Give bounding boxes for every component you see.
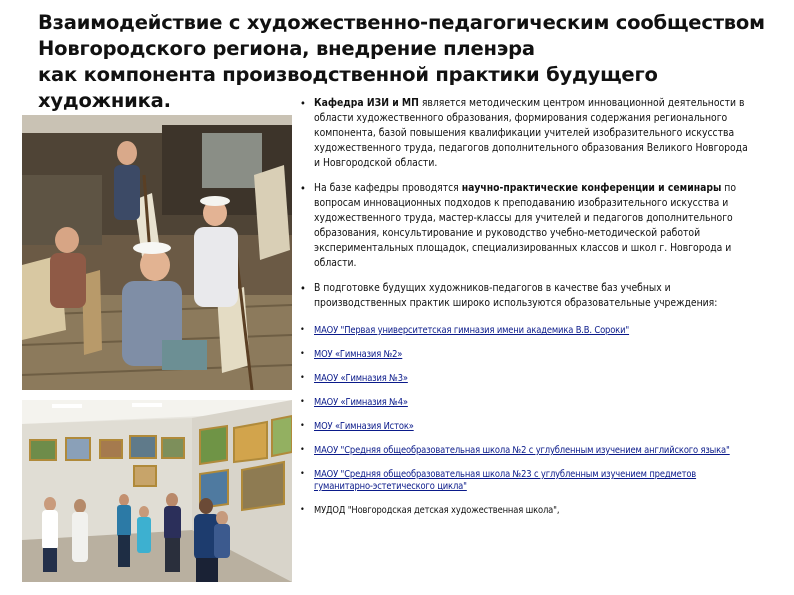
gallery-illustration <box>22 400 292 582</box>
list-item <box>300 349 752 361</box>
list-item <box>300 421 752 433</box>
list-item <box>300 397 752 409</box>
bullet-icon: • <box>300 397 305 407</box>
list-item <box>300 469 752 493</box>
bullet-icon: • <box>300 325 305 335</box>
plein-air-illustration <box>22 115 292 390</box>
institution-link[interactable]: МАОУ "Первая университетская гимназия имени академика В.В. Сороки" <box>314 325 630 336</box>
main-content <box>300 96 752 529</box>
title-line: художника. <box>38 89 171 112</box>
gallery-photo <box>22 400 292 582</box>
paragraph-department <box>300 96 752 171</box>
bullet-icon: • <box>300 421 305 431</box>
bullet-icon: • <box>300 182 306 195</box>
paragraph-practice <box>300 281 752 311</box>
paragraph-text: по вопросам инновационных подходов к преподаванию изобразительного искусства и художественного труда, мастер-классы для учителей и педагогов дополнительного образования, консультирование и руководство учебно-методической работой экспериментальных площадок, специализированных классов и школ г. Новгорода и области. <box>314 182 737 269</box>
institution-link[interactable]: МАОУ "Средняя общеобразовательная школа №23 с углубленным изучением предметов гуманитарно-эстетического цикла" <box>314 469 697 492</box>
conferences-highlight: научно-практические конференции и семинары <box>461 182 722 194</box>
department-name: Кафедра ИЗИ и МП <box>314 97 419 109</box>
title-line: Взаимодействие с художественно-педагогическим сообществом <box>38 11 765 34</box>
paragraph-text: В подготовке будущих художников-педагогов в качестве баз учебных и производственных практик широко используются образовательные учреждения: <box>314 282 718 309</box>
title-line: как компонента производственной практики будущего <box>38 63 658 86</box>
institution-link[interactable]: МОУ «Гимназия №2» <box>314 349 403 360</box>
institution-name: МУДОД "Новгородская детская художественная школа", <box>314 505 560 516</box>
list-item <box>300 325 752 337</box>
bullet-icon: • <box>300 97 306 110</box>
plein-air-photo <box>22 115 292 390</box>
institution-link[interactable]: МАОУ «Гимназия №4» <box>314 397 408 408</box>
bullet-icon: • <box>300 505 305 515</box>
bullet-icon: • <box>300 469 305 479</box>
list-item <box>300 373 752 385</box>
paragraph-conferences <box>300 181 752 271</box>
institution-link[interactable]: МОУ «Гимназия Исток» <box>314 421 414 432</box>
institution-link[interactable]: МАОУ "Средняя общеобразовательная школа №2 с углубленным изучением английского языка" <box>314 445 730 456</box>
paragraph-text: является методическим центром инновационной деятельности в области художественного образования, формирования содержания регионального компонента, базой повышения квалификации учителей изобразительного искусства художественного труда, педагогов дополнительного образования Великого Новгорода и Новгородской области. <box>314 97 748 169</box>
bullet-icon: • <box>300 373 305 383</box>
paragraph-text: На базе кафедры проводятся <box>314 182 462 194</box>
institution-list <box>300 325 752 517</box>
list-item <box>300 445 752 457</box>
bullet-icon: • <box>300 282 306 295</box>
institution-link[interactable]: МАОУ «Гимназия №3» <box>314 373 408 384</box>
bullet-icon: • <box>300 349 305 359</box>
bullet-icon: • <box>300 445 305 455</box>
title-line: Новгородского региона, внедрение пленэра <box>38 37 535 60</box>
list-item <box>300 505 752 517</box>
